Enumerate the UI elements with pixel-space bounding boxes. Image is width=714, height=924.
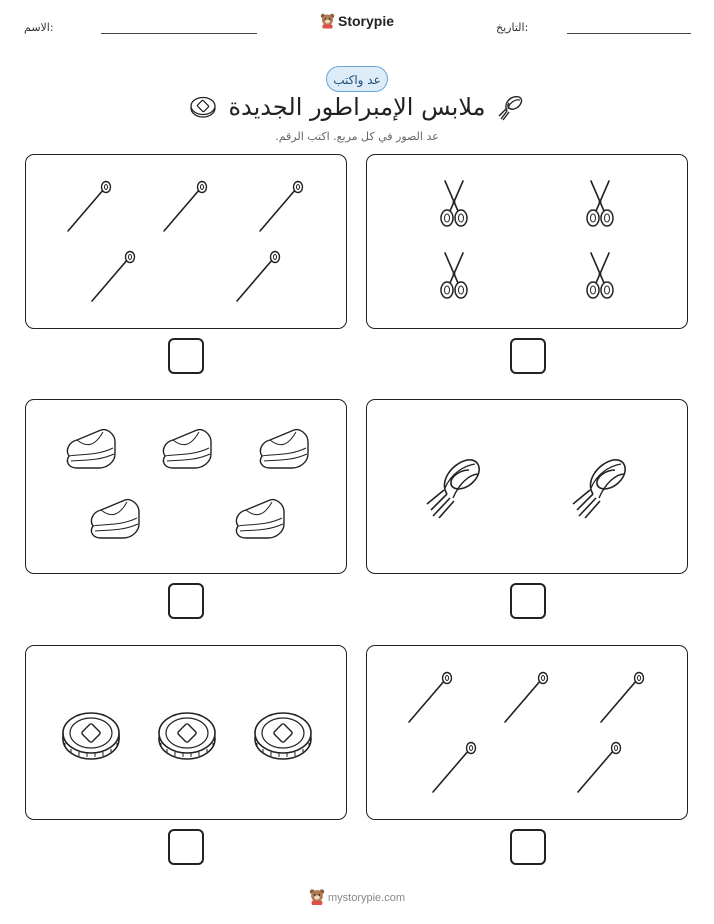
coin-icon: [255, 713, 311, 759]
name-field[interactable]: [101, 33, 257, 34]
answer-box-1[interactable]: [168, 338, 204, 374]
scissors-icon: [587, 253, 613, 298]
counting-panel-cloth: [25, 399, 347, 574]
cloth-group: [26, 400, 348, 575]
scissors-group: [367, 155, 689, 330]
needle-group: [26, 155, 348, 330]
needle-icon: [601, 673, 644, 723]
activity-badge: عد واكتب: [326, 66, 388, 92]
answer-box-5[interactable]: [168, 829, 204, 865]
thread-skein-icon: [427, 460, 479, 518]
answer-box-3[interactable]: [168, 583, 204, 619]
scissors-icon: [587, 181, 613, 226]
needle-group: [367, 646, 689, 821]
page-title: ملابس الإمبراطور الجديدة: [228, 93, 486, 121]
needle-icon: [409, 673, 452, 723]
scissors-icon: [441, 181, 467, 226]
needle-icon: [505, 673, 548, 723]
needle-icon: [237, 252, 280, 302]
footer: [0, 888, 714, 906]
counting-panel-needles-2: [366, 645, 688, 820]
brand-logo: [0, 13, 714, 29]
bear-mascot-icon: [309, 888, 325, 906]
scissors-icon: [441, 253, 467, 298]
coin-icon: [63, 713, 119, 759]
brand-name: Storypie: [337, 13, 394, 29]
thread-skein-icon: [573, 460, 625, 518]
counting-panel-scissors: [366, 154, 688, 329]
coin-group: [26, 646, 348, 821]
needle-icon: [578, 743, 621, 793]
thread-group: [367, 400, 689, 575]
counting-panel-thread: [366, 399, 688, 574]
date-field[interactable]: [567, 33, 691, 34]
date-label: التاريخ:: [496, 21, 529, 34]
folded-cloth-icon: [163, 430, 211, 468]
folded-cloth-icon: [67, 430, 115, 468]
needle-icon: [68, 182, 111, 232]
instructions: عد الصور في كل مربع. اكتب الرقم.: [275, 130, 439, 143]
needle-icon: [164, 182, 207, 232]
counting-panel-coins: [25, 645, 347, 820]
name-label: الاسم:: [24, 21, 54, 34]
counting-panel-needles-1: [25, 154, 347, 329]
answer-box-4[interactable]: [510, 583, 546, 619]
answer-box-2[interactable]: [510, 338, 546, 374]
footer-url[interactable]: mystorypie.com: [327, 892, 406, 904]
folded-cloth-icon: [236, 500, 284, 538]
bear-mascot-icon: [320, 13, 335, 29]
folded-cloth-icon: [91, 500, 139, 538]
answer-box-6[interactable]: [510, 829, 546, 865]
coin-icon: [159, 713, 215, 759]
needle-icon: [433, 743, 476, 793]
needle-icon: [92, 252, 135, 302]
folded-cloth-icon: [260, 430, 308, 468]
needle-icon: [260, 182, 303, 232]
